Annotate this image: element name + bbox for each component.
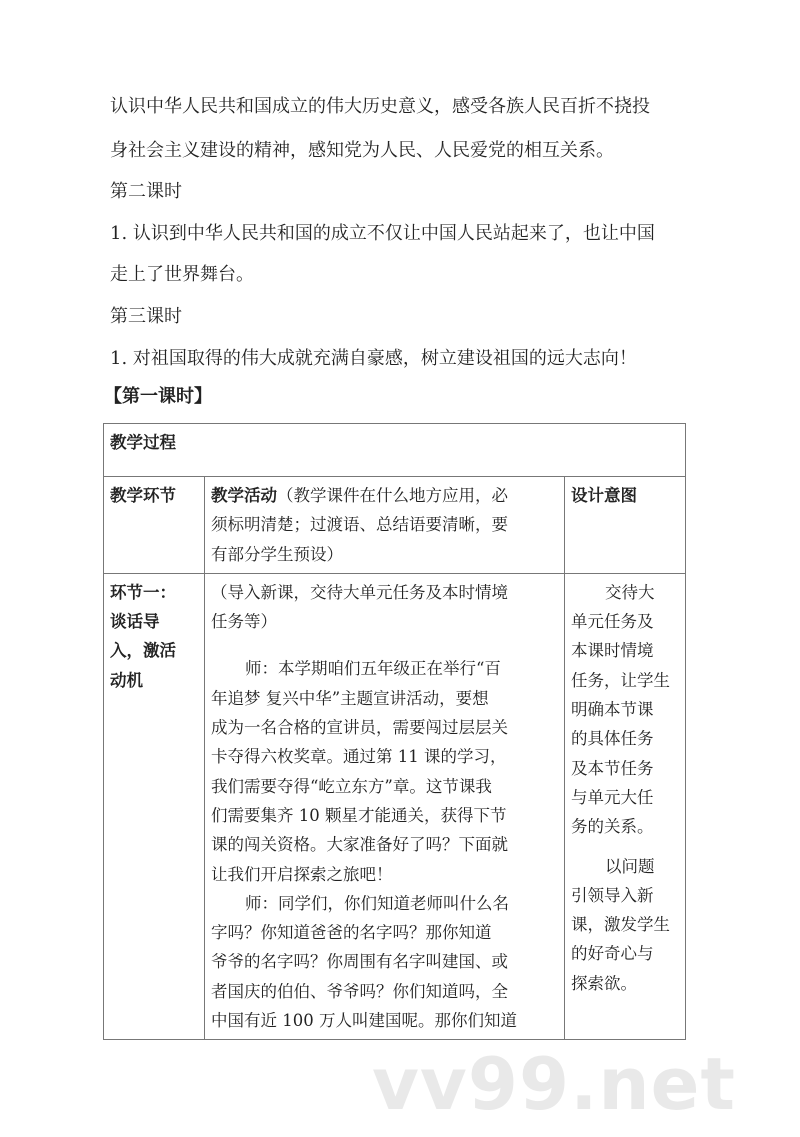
- intent_p1-line: 任务，让学生: [571, 670, 670, 690]
- activity_p1-line: 卡夺得六枚奖章。通过第 11 课的学习，: [211, 747, 507, 767]
- header-activity-note-2: 须标明清楚；过渡语、总结语要清晰，要: [211, 515, 508, 535]
- lesson2-title: 第二课时: [110, 181, 182, 202]
- activity_p1-line: 成为一名合格的宣讲员，需要闯过层层关: [211, 718, 508, 738]
- header-activity: [205, 477, 565, 574]
- teaching-process-table: [103, 423, 686, 1040]
- table-title: 教学过程: [104, 424, 686, 477]
- intent_p2-line: 课，激发学生: [571, 915, 670, 935]
- activity_p1-line: 我们需要夺得“屹立东方”章。这节课我: [211, 776, 492, 796]
- intent_p1-line: 交待大: [605, 582, 655, 602]
- activity_p2-line: 字吗？你知道爸爸的名字吗？那你知道: [211, 923, 492, 943]
- intent_p1-line: 本课时情境: [571, 641, 654, 661]
- intent_p1-line: 务的关系。: [571, 817, 654, 837]
- activity_p2-line: 师：同学们，你们知道老师叫什么名: [245, 893, 509, 913]
- intent_p1-line: 单元任务及: [571, 612, 654, 632]
- lesson2-line-2: 走上了世界舞台。: [110, 264, 254, 285]
- intent_p1-line: 的具体任务: [571, 729, 654, 749]
- intro-line-1: 认识中华人民共和国成立的伟大历史意义，感受各族人民百折不挠投: [110, 96, 650, 117]
- intent_p1-line: 明确本节课: [571, 700, 654, 720]
- header-activity-note-1: （教学课件在什么地方应用，必: [277, 486, 508, 505]
- lesson3-line: 1. 对祖国取得的伟大成就充满自豪感，树立建设祖国的远大志向！: [110, 348, 637, 369]
- watermark: vv99.net: [372, 1042, 736, 1126]
- intent_p2-line: 引领导入新: [571, 885, 654, 905]
- table-row: [104, 573, 686, 1039]
- section-heading: 【第一课时】: [104, 386, 212, 407]
- activity_p1-line: 师：本学期咱们五年级正在举行“百: [245, 659, 501, 679]
- header-activity-bold: 教学活动: [211, 486, 277, 505]
- stage-line: 入，激活: [110, 641, 176, 661]
- intent-cell: [565, 573, 686, 1039]
- lesson3-title: 第三课时: [110, 306, 182, 327]
- activity_p1-line: 课的闯关资格。大家准备好了吗？下面就: [211, 835, 508, 855]
- paragraph-gap: [211, 636, 558, 654]
- lesson2-line-1: 1. 认识到中华人民共和国的成立不仅让中国人民站起来了，也让中国: [110, 223, 655, 244]
- activity_p1-line: 们需要集齐 10 颗星才能通关，获得下节: [211, 805, 507, 825]
- paragraph-gap: [571, 842, 679, 852]
- activity_intro-line: （导入新课，交待大单元任务及本时情境: [211, 582, 508, 602]
- activity_p2-line: 爷爷的名字吗？你周围有名字叫建国、或: [211, 952, 508, 972]
- activity_p2-line: 者国庆的伯伯、爷爷吗？你们知道吗，全: [211, 981, 508, 1001]
- activity_p2-line: 中国有近 100 万人叫建国呢。那你们知道: [211, 1011, 517, 1031]
- header-activity-note-3: 有部分学生预设）: [211, 544, 343, 564]
- stage-cell: [104, 573, 205, 1039]
- intent_p2-line: 探索欲。: [571, 973, 637, 993]
- intent_p1-line: 及本节任务: [571, 758, 654, 778]
- intent_p2-line: 的好奇心与: [571, 944, 654, 964]
- activity_p1-line: 让我们开启探索之旅吧！: [211, 864, 393, 884]
- activity_p1-line: 年追梦 复兴中华”主题宣讲活动，要想: [211, 688, 489, 708]
- stage-line: 环节一：: [110, 582, 176, 602]
- intro-line-2: 身社会主义建设的精神，感知党为人民、人民爱党的相互关系。: [110, 140, 614, 161]
- header-intent: 设计意图: [565, 477, 686, 574]
- activity_intro-line: 任务等）: [211, 612, 277, 632]
- stage-line: 动机: [110, 670, 143, 690]
- activity-cell: [205, 573, 565, 1039]
- header-stage: 教学环节: [104, 477, 205, 574]
- stage-line: 谈话导: [110, 612, 160, 632]
- intent_p1-line: 与单元大任: [571, 787, 654, 807]
- intent_p2-line: 以问题: [605, 856, 655, 876]
